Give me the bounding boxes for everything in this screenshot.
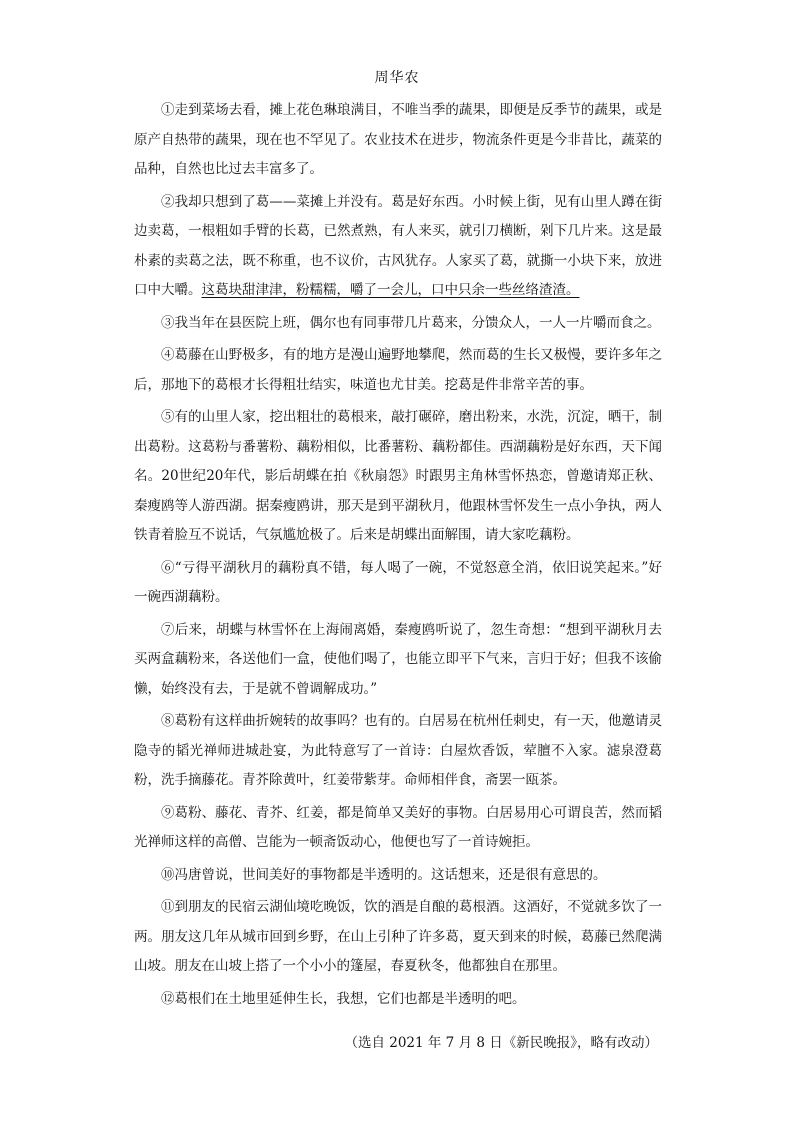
paragraph-10: ⑩冯唐曾说，世间美好的事物都是半透明的。这话想来，还是很有意思的。 xyxy=(161,866,607,883)
paragraph-8: ⑧葛粉有这样曲折婉转的故事吗？也有的。白居易在杭州任刺史，有一天，他邀请灵隐寺的韬光禅师进城赴宴，为此特意写了一首诗：白屋炊香饭，荤膻不入家。滤泉澄葛粉，洗手摘藤花。青芥除黄叶，红姜带紫芽。命师相伴食，斋罢一瓯茶。 xyxy=(134,713,662,788)
paragraph-3: ③我当年在县医院上班，偶尔也有同事带几片葛来，分馈众人，一人一片嚼而食之。 xyxy=(161,314,661,331)
paragraph-1: ①走到菜场去看，摊上花色琳琅满目，不唯当季的蔬果，即便是反季节的蔬果，或是原产自热带的蔬果，现在也不罕见了。农业技术在进步，物流条件更是今非昔比，蔬菜的品种，自然也比过去丰富多了。 xyxy=(134,102,662,177)
paragraph-4: ④葛藤在山野极多，有的地方是漫山遍野地攀爬，然而葛的生长又极慢，要许多年之后，那地下的葛根才长得粗壮结实，味道也尤甘美。挖葛是件非常辛苦的事。 xyxy=(134,347,662,393)
author-name: 周华农 xyxy=(374,70,420,86)
paragraph-6: ⑥“亏得平湖秋月的藕粉真不错，每人喝了一碗，不觉怒意全消，依旧说笑起来。”好一碗西湖藕粉。 xyxy=(134,559,662,605)
paragraph-12: ⑫葛根们在土地里延伸生长，我想，它们也都是半透明的吧。 xyxy=(161,990,526,1007)
article-body xyxy=(134,96,662,1017)
paragraph-11: ⑪到朋友的民宿云湖仙境吃晚饭，饮的酒是自酿的葛根酒。这酒好，不觉就多饮了一两。朋友这几年从城市回到乡野，在山上引种了许多葛，夏天到来的时候，葛藤已然爬满山坡。朋友在山坡上搭了一个小小的篷屋，春夏秋冬，他都独自在那里。 xyxy=(134,899,662,974)
source-citation: （选自 2021 年 7 月 8 日《新民晚报》，略有改动） xyxy=(344,1035,658,1051)
underlined-sentence: 这葛块甜津津，粉糯糯，嚼了一会儿，口中只余一些丝络渣渣。 xyxy=(201,282,580,298)
paragraph-5: ⑤有的山里人家，挖出粗壮的葛根来，敲打碾碎，磨出粉来，水洗，沉淀，晒干，制出葛粉。这葛粉与番薯粉、藕粉相似，比番薯粉、藕粉都佳。西湖藕粉是好东西，天下闻名。20世纪20年代，影后胡蝶在拍《秋扇怨》时跟男主角林雪怀热恋，曾邀请郑正秋、秦瘦鸥等人游西湖。据秦瘦鸥讲，那天是到平湖秋月，他跟林雪怀发生一点小争执，两人铁青着脸互不说话，气氛尴尬极了。后来是胡蝶出面解围，请大家吃藕粉。 xyxy=(134,409,662,543)
paragraph-7: ⑦后来，胡蝶与林雪怀在上海闹离婚，秦瘦鸥听说了，忽生奇想：“想到平湖秋月去买两盒藕粉来，各送他们一盒，使他们喝了，也能立即平下气来，言归于好；但我不该偷懒，始终没有去，于是就不曾调解成功。” xyxy=(134,621,662,697)
paragraph-2 xyxy=(134,188,662,306)
paragraph-9: ⑨葛粉、藤花、青芥、红姜，都是简单又美好的事物。白居易用心可谓良苦，然而韬光禅师这样的高僧、岂能为一顿斋饭动心，他便也写了一首诗婉拒。 xyxy=(134,804,662,850)
paragraph-2-text: ②我却只想到了葛——菜摊上并没有。葛是好东西。小时候上街，见有山里人蹲在街边卖葛，一根粗如手臂的长葛，已然煮熟，有人来买，就引刀横断，剁下几片来。这是最朴素的卖葛之法，既不称重，也不议价，古风犹存。人家买了葛，就撕一小块下来，放进口中大嚼。 xyxy=(134,193,662,298)
